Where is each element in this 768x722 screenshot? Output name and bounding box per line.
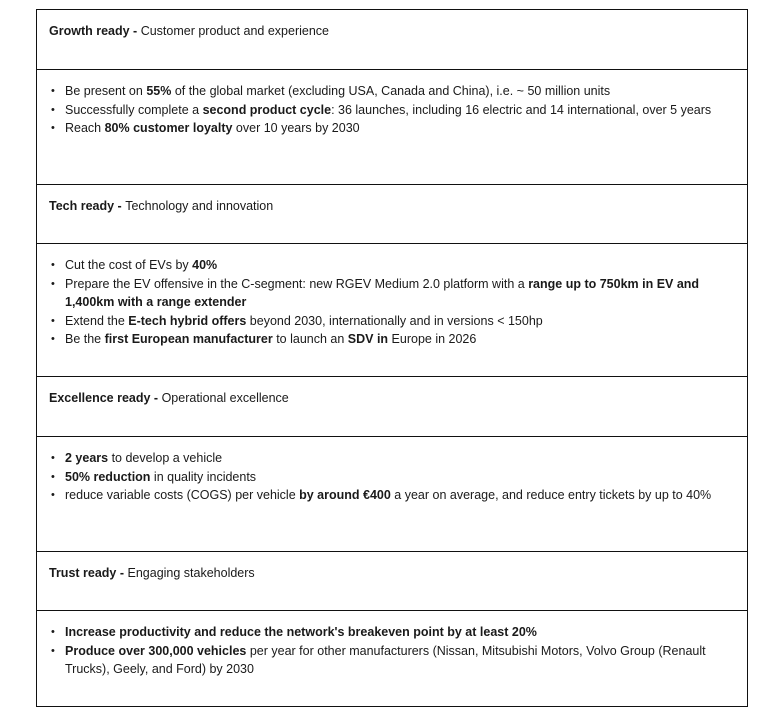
bullet-text-bold: by around €400	[299, 488, 391, 502]
section-subtitle: Engaging stakeholders	[127, 566, 255, 580]
bullet-text: to launch an	[272, 332, 348, 346]
bullet-item	[65, 623, 735, 642]
bullet-text: a year on average, and reduce entry tickets by up to 40%	[390, 488, 712, 502]
bullet-text-bold: second product cycle	[202, 102, 332, 117]
bullet-text: to develop a vehicle	[108, 451, 223, 465]
bullet-text: over 10 years by 2030	[232, 121, 360, 135]
bullet-text-bold: 80% customer loyalty	[104, 121, 233, 135]
bullet-text: beyond 2030, internationally and in versions < 150hp	[246, 313, 543, 328]
bullet-text: Extend the	[65, 313, 129, 328]
bullet-text-bold: first European manufacturer	[104, 332, 273, 346]
section-title: Tech ready -	[49, 199, 126, 213]
bullet-text: Cut the cost of EVs by	[65, 258, 193, 272]
bullet-text-bold: Produce over 300,000 vehicles	[65, 643, 247, 658]
bullet-text: : 36 launches, including 16 electric and 14 international, over 5 years	[331, 102, 712, 117]
bullet-list	[49, 449, 735, 505]
bullet-item	[65, 468, 735, 487]
section-header-trust	[37, 551, 747, 610]
bullet-text: in quality incidents	[150, 469, 257, 484]
bullet-text: Be the	[65, 332, 105, 346]
bullet-item	[65, 449, 735, 468]
bullet-item	[65, 119, 735, 138]
bullet-text-bold: SDV in	[347, 332, 389, 346]
section-body-tech	[37, 243, 747, 376]
section-body-trust	[37, 610, 747, 706]
bullet-list	[49, 256, 735, 349]
bullet-item	[65, 486, 735, 505]
bullet-text-bold: Increase productivity and reduce the network's breakeven point by at least 20%	[65, 625, 537, 639]
bullet-item	[65, 312, 735, 331]
bullet-text: Reach	[65, 121, 105, 135]
section-subtitle: Customer product and experience	[140, 24, 329, 38]
section-header-excellence	[37, 376, 747, 436]
section-title: Excellence ready -	[49, 391, 162, 405]
bullet-text: per year for other manufacturers (Nissan, Mitsubishi Motors, Volvo Group (Renault Trucks), Geely, and Ford) by 2030	[65, 643, 706, 676]
bullet-text-bold: 55%	[146, 84, 172, 98]
section-body-excellence	[37, 436, 747, 551]
bullet-list	[49, 82, 735, 138]
bullet-text-bold: 40%	[192, 258, 218, 272]
bullet-item	[65, 330, 735, 349]
bullet-text: Be present on	[65, 84, 147, 98]
objectives-table	[36, 9, 748, 707]
section-subtitle: Technology and innovation	[125, 199, 274, 213]
section-title: Growth ready -	[49, 24, 141, 38]
bullet-item	[65, 275, 735, 312]
bullet-text-bold: 50% reduction	[65, 469, 151, 484]
bullet-text: of the global market (excluding USA, Canada and China), i.e. ~ 50 million units	[171, 84, 611, 98]
bullet-item	[65, 82, 735, 101]
bullet-text: Prepare the EV offensive in the C-segment: new RGEV Medium 2.0 platform with a	[65, 276, 529, 291]
bullet-item	[65, 256, 735, 275]
bullet-text-bold: E-tech hybrid offers	[128, 313, 247, 328]
bullet-text: Successfully complete a	[65, 102, 203, 117]
bullet-text-bold: range up to 750km in EV and 1,400km with a range extender	[65, 276, 700, 309]
bullet-text: reduce variable costs (COGS) per vehicle	[65, 488, 300, 502]
section-header-growth	[37, 10, 747, 69]
bullet-text: Europe in 2026	[388, 332, 477, 346]
section-body-growth	[37, 69, 747, 184]
section-title: Trust ready -	[49, 566, 128, 580]
bullet-item	[65, 642, 735, 679]
bullet-list	[49, 623, 735, 679]
bullet-text-bold: 2 years	[65, 451, 109, 465]
bullet-item	[65, 101, 735, 120]
section-header-tech	[37, 184, 747, 243]
section-subtitle: Operational excellence	[161, 391, 289, 405]
